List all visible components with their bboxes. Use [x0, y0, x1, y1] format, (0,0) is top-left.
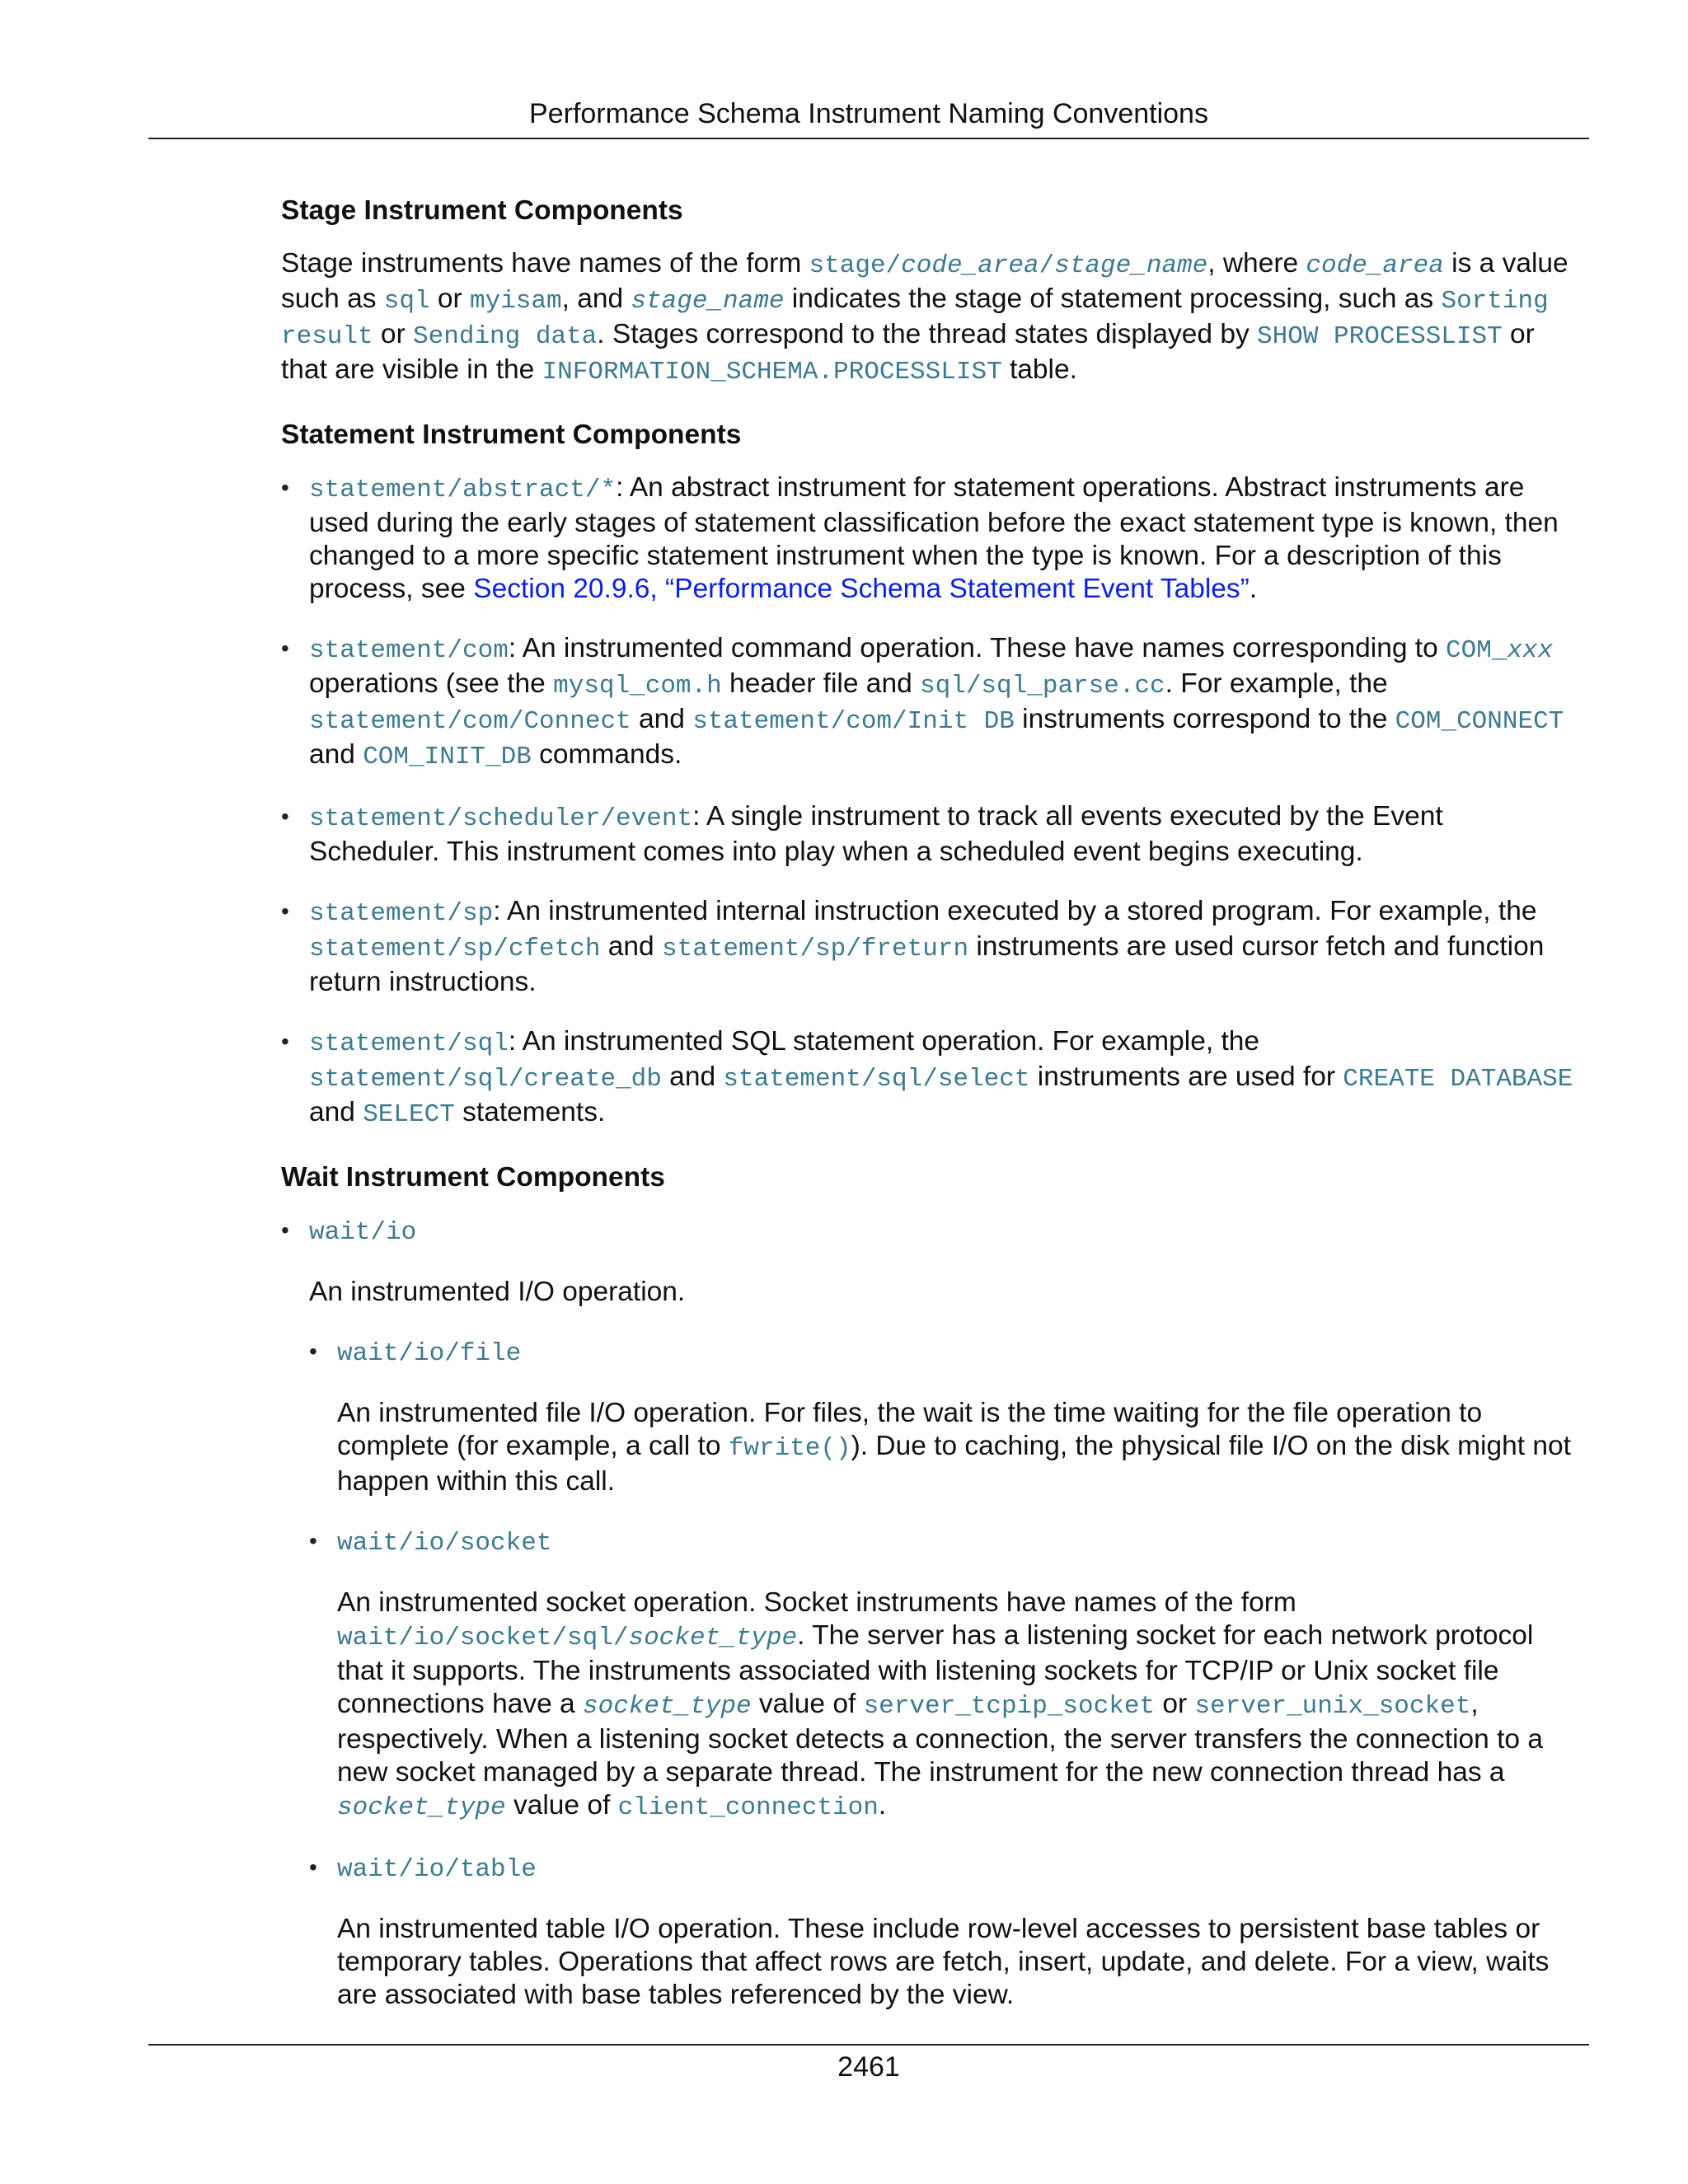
text: operations (see the: [309, 668, 554, 699]
text: and: [309, 739, 363, 770]
text: : An instrumented SQL statement operation. For example, the: [508, 1026, 1260, 1057]
section-heading-statement: Statement Instrument Components: [281, 419, 742, 450]
page-content: [281, 191, 1577, 2038]
wait-io-sublist: [309, 1335, 1577, 2012]
text: or: [1155, 1689, 1195, 1719]
item-desc: An instrumented I/O operation.: [309, 1277, 686, 1307]
code-stage-form: [809, 251, 1208, 280]
text: or: [429, 284, 470, 314]
code-server-tcpip-socket: server_tcpip_socket: [863, 1692, 1156, 1721]
item-head: [337, 1851, 1577, 1886]
section-heading-wait: Wait Instrument Components: [281, 1162, 665, 1193]
code-wait-io-socket: wait/io/socket: [337, 1529, 552, 1558]
text: or that are visible in the: [281, 319, 1535, 385]
text: and: [661, 1062, 724, 1092]
code-select: SELECT: [363, 1100, 455, 1129]
code-statement-sql: statement/sql: [309, 1029, 509, 1058]
code-statement-sp: statement/sp: [309, 899, 494, 928]
code-wait-io: wait/io: [309, 1218, 417, 1247]
code-server-unix-socket: server_unix_socket: [1194, 1692, 1471, 1721]
code-statement-com-connect: statement/com/Connect: [309, 707, 631, 736]
code-socket-type: [583, 1692, 752, 1721]
code-part-italic: code_area: [1306, 251, 1444, 280]
code-myisam: myisam: [469, 287, 562, 316]
code-part-italic: code_area: [901, 251, 1039, 280]
list-item: [281, 1025, 1577, 1132]
statement-list: [281, 471, 1577, 1132]
code-statement-sp-cfetch: statement/sp/cfetch: [309, 935, 601, 963]
text: . Stages correspond to the thread states displayed by: [597, 319, 1258, 349]
text: commands.: [531, 739, 682, 770]
text: : A single instrument to track all events executed by the Event Scheduler. This instrument comes into play when a scheduled event begins executing.: [309, 801, 1443, 867]
code-sql-parse-cc: sql/sql_parse.cc: [920, 672, 1165, 701]
text: An instrumented file I/O operation. For files, the wait is the time waiting for the file operation to complete (for example, a call to: [337, 1398, 1483, 1461]
text: ). Due to caching, the physical file I/O on the disk might not happen within this call.: [337, 1431, 1571, 1497]
list-item: [309, 1851, 1577, 2012]
text: indicates the stage of statement processing, such as: [784, 284, 1442, 314]
code-part-italic: socket_type: [337, 1793, 506, 1822]
code-statement-sql-create-db: statement/sql/create_db: [309, 1065, 662, 1094]
code-socket-type: [337, 1793, 506, 1822]
item-desc: [337, 1397, 1577, 1498]
code-sending-data: Sending data: [413, 322, 598, 351]
text: value of: [505, 1790, 618, 1821]
list-item: [281, 471, 1577, 606]
code-wait-io-table: wait/io/table: [337, 1855, 537, 1884]
text: or: [373, 319, 414, 349]
code-statement-abstract: statement/abstract/*: [309, 476, 617, 504]
text: , respectively. When a listening socket detects a connection, the server transfers the connection to a new socket managed by a separate thread. The instrument for the new connection thread has a: [337, 1689, 1543, 1788]
code-part-italic: stage_name: [1054, 251, 1208, 280]
code-sql: sql: [383, 287, 430, 316]
code-statement-sp-freturn: statement/sp/freturn: [661, 935, 969, 963]
text: is a value such as: [281, 248, 1568, 314]
item-desc: [337, 1586, 1577, 1825]
running-header: Performance Schema Instrument Naming Conventions: [529, 98, 1208, 129]
code-part-italic: socket_type: [628, 1624, 798, 1652]
item-desc: An instrumented table I/O operation. These include row-level accesses to persistent base tables or temporary tables. Operations that affect rows are fetch, insert, update, and delete. For a view, waits are associated with base tables referenced by the view.: [337, 1914, 1550, 2010]
item-head: [309, 1214, 1577, 1249]
text: , and: [561, 284, 631, 314]
code-information-schema-processlist: INFORMATION_SCHEMA.PROCESSLIST: [542, 358, 1002, 387]
text: : An abstract instrument for statement operations. Abstract instruments are used during the early stages of statement classification before the exact statement type is known, then changed to a more specific statement instrument when the type is known. For a description of this process, see: [309, 472, 1559, 604]
list-item: [309, 1525, 1577, 1825]
code-part: stage/: [809, 251, 902, 280]
text: instruments are used cursor fetch and function return instructions.: [309, 931, 1545, 997]
code-wait-io-file: wait/io/file: [337, 1339, 522, 1368]
code-part: wait/io/socket/sql/: [337, 1624, 629, 1652]
code-com-xxx: [1446, 636, 1553, 665]
code-statement-scheduler-event: statement/scheduler/event: [309, 804, 693, 833]
text: , where: [1207, 248, 1306, 279]
list-item: [281, 1214, 1577, 2012]
text: header file and: [721, 668, 921, 699]
code-fwrite: fwrite(): [728, 1434, 851, 1463]
text: instruments correspond to the: [1014, 704, 1395, 734]
text: statements.: [454, 1097, 606, 1127]
item-head: [337, 1335, 1577, 1371]
code-part-italic: stage_name: [631, 287, 785, 316]
code-statement-sql-select: statement/sql/select: [723, 1065, 1030, 1094]
code-sorting-result: Sorting result: [281, 287, 1549, 351]
item-head: [337, 1525, 1577, 1560]
code-socket-form: [337, 1624, 797, 1652]
code-statement-com-init-db: statement/com/Init DB: [692, 707, 1015, 736]
section-link[interactable]: Section 20.9.6, “Performance Schema Statement Event Tables”: [473, 574, 1250, 604]
stage-paragraph: [281, 247, 1577, 389]
code-com-init-db: COM_INIT_DB: [363, 743, 532, 771]
code-client-connection: client_connection: [617, 1793, 879, 1822]
text: and: [631, 704, 693, 734]
text: . For example, the: [1165, 668, 1388, 699]
code-part: /: [1039, 251, 1055, 280]
code-statement-com: statement/com: [309, 636, 509, 665]
text: Stage instruments have names of the form: [281, 248, 809, 279]
text: and: [309, 1097, 363, 1127]
list-item: [281, 895, 1577, 999]
page-number: 2461: [837, 2051, 900, 2083]
text: An instrumented socket operation. Socket instruments have names of the form: [337, 1587, 1296, 1618]
text: . The server has a listening socket for each network protocol that it supports. The instruments associated with listening sockets for TCP/IP or Unix socket file connections have a: [337, 1620, 1534, 1719]
text: .: [878, 1790, 887, 1821]
code-create-database: CREATE DATABASE: [1343, 1065, 1573, 1094]
wait-list: [281, 1214, 1577, 2012]
text: : An instrumented command operation. These have names corresponding to: [508, 633, 1447, 663]
code-mysql-com-h: mysql_com.h: [553, 672, 722, 701]
header-rule: [148, 138, 1589, 139]
text: : An instrumented internal instruction executed by a stored program. For example, the: [493, 896, 1537, 926]
code-com-connect: COM_CONNECT: [1395, 707, 1564, 736]
code-show-processlist: SHOW PROCESSLIST: [1257, 322, 1503, 351]
section-heading-stage: Stage Instrument Components: [281, 195, 683, 226]
code-part-italic: xxx: [1507, 636, 1554, 665]
list-item: [281, 632, 1577, 774]
code-part-italic: socket_type: [582, 1692, 752, 1721]
list-item: [281, 800, 1577, 869]
text: .: [1249, 574, 1258, 604]
code-part: COM_: [1446, 636, 1507, 665]
code-stage-name: [631, 287, 784, 316]
text: value of: [751, 1689, 864, 1719]
footer-rule: [148, 2044, 1589, 2046]
text: table.: [1001, 354, 1077, 385]
text: instruments are used for: [1029, 1062, 1343, 1092]
text: and: [600, 931, 662, 962]
code-code-area: [1306, 251, 1443, 280]
list-item: [309, 1335, 1577, 1498]
